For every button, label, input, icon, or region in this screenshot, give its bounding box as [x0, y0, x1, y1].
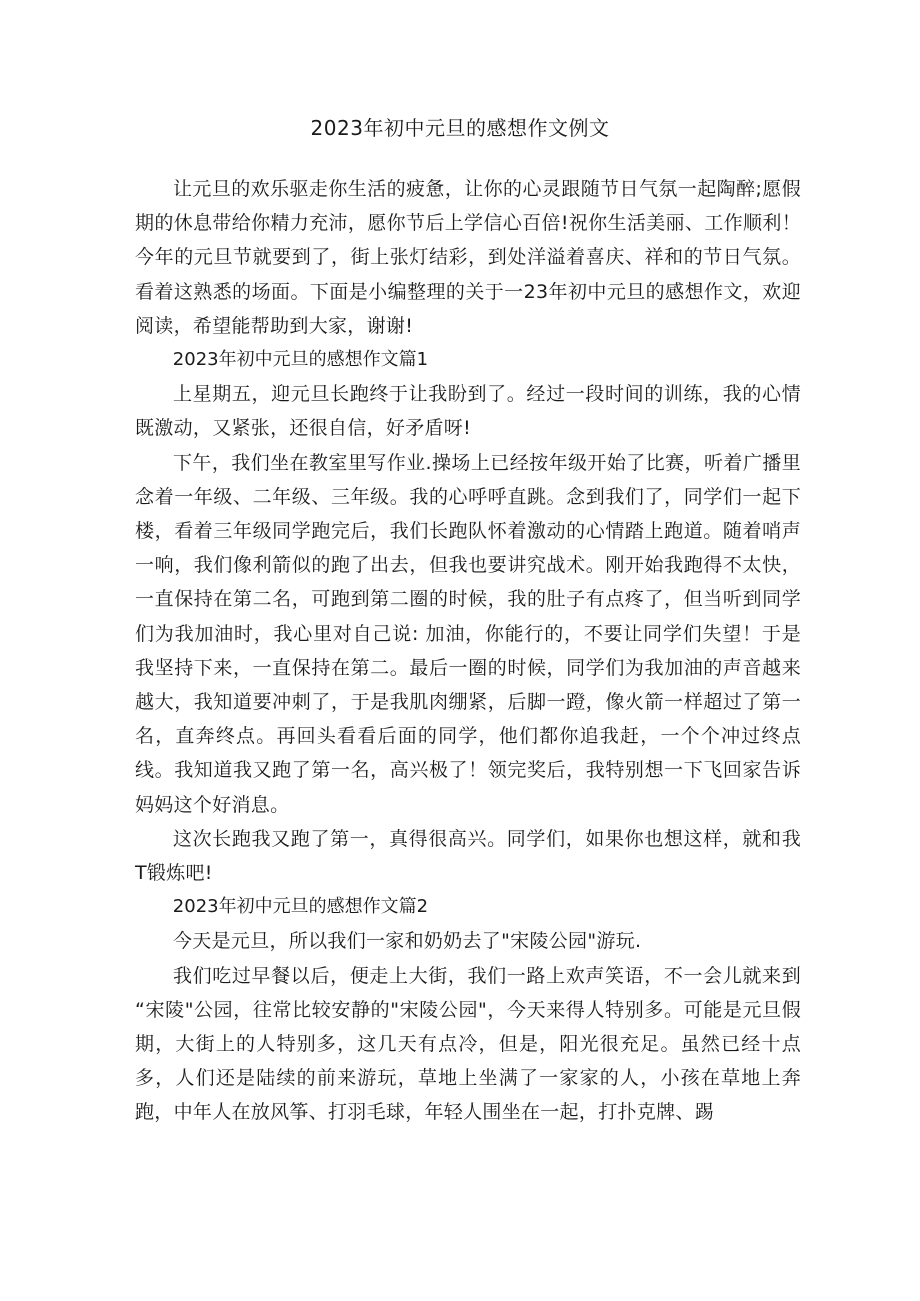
section-1-paragraph: 下午，我们坐在教室里写作业.操场上已经按年级开始了比赛，听着广播里念着一年级、二年级、三年级。我的心呼呼直跳。念到我们了，同学们一起下楼，看着三年级同学跑完后，我们长跑队怀着激动的心情踏上跑道。随着哨声一响，我们像利箭似的跑了出去，但我也要讲究战术。刚开始我跑得不太快，一直保持在第二名，可跑到第二圈的时候，我的肚子有点疼了，但当听到同学们为我加油时，我心里对自己说: 加油，你能行的，不要让同学们失望！于是我坚持下来，一直保持在第二。最后一圈的时候，同学们为我加油的声音越来越大，我知道要冲刺了，于是我肌肉绷紧，后脚一蹬，像火箭一样超过了第一名，直奔终点。再回头看看后面的同学，他们都你追我赶，一个个冲过终点线。我知道我又跑了第一名，高兴极了！领完奖后，我特别想一下飞回家告诉妈妈这个好消息。 [135, 451, 801, 816]
intro-paragraph: 让元旦的欢乐驱走你生活的疲惫，让你的心灵跟随节日气氛一起陶醉;愿假期的休息带给你精力充沛，愿你节后上学信心百倍!祝你生活美丽、工作顺利！今年的元旦节就要到了，街上张灯结彩，到处洋溢着喜庆、祥和的节日气氛。看着这熟悉的场面。下面是小编整理的关于一23年初中元旦的感想作文，欢迎阅读，希望能帮助到大家，谢谢! [135, 178, 801, 337]
section-1-heading: 2023年初中元旦的感想作文篇1 [172, 349, 429, 371]
document-title: 2023年初中元旦的感想作文例文 [310, 116, 610, 140]
section-1-paragraph: 上星期五，迎元旦长跑终于让我盼到了。经过一段时间的训练，我的心情既激动，又紧张，还很自信，好矛盾呀! [135, 383, 801, 440]
section-2-paragraph: 今天是元旦，所以我们一家和奶奶去了"宋陵公园"游玩. [173, 930, 642, 953]
section-1-paragraph: 这次长跑我又跑了第一，真得很高兴。同学们，如果你也想这样，就和我T锻炼吧! [135, 827, 801, 885]
section-2-paragraph: 我们吃过早餐以后，便走上大街，我们一路上欢声笑语，不一会儿就来到 “宋陵"公园，往常比较安静的"宋陵公园"，今天来得人特别多。可能是元旦假期，大街上的人特别多，这几天有点冷，但是，阳光很充足。虽然已经十点多，人们还是陆续的前来游玩，草地上坐满了一家家的人，小孩在草地上奔跑，中年人在放风筝、打羽毛球，年轻人围坐在一起，打扑克牌、踢 [135, 964, 801, 1124]
document-body [135, 172, 801, 1130]
section-2-heading: 2023年初中元旦的感想作文篇2 [172, 896, 429, 918]
